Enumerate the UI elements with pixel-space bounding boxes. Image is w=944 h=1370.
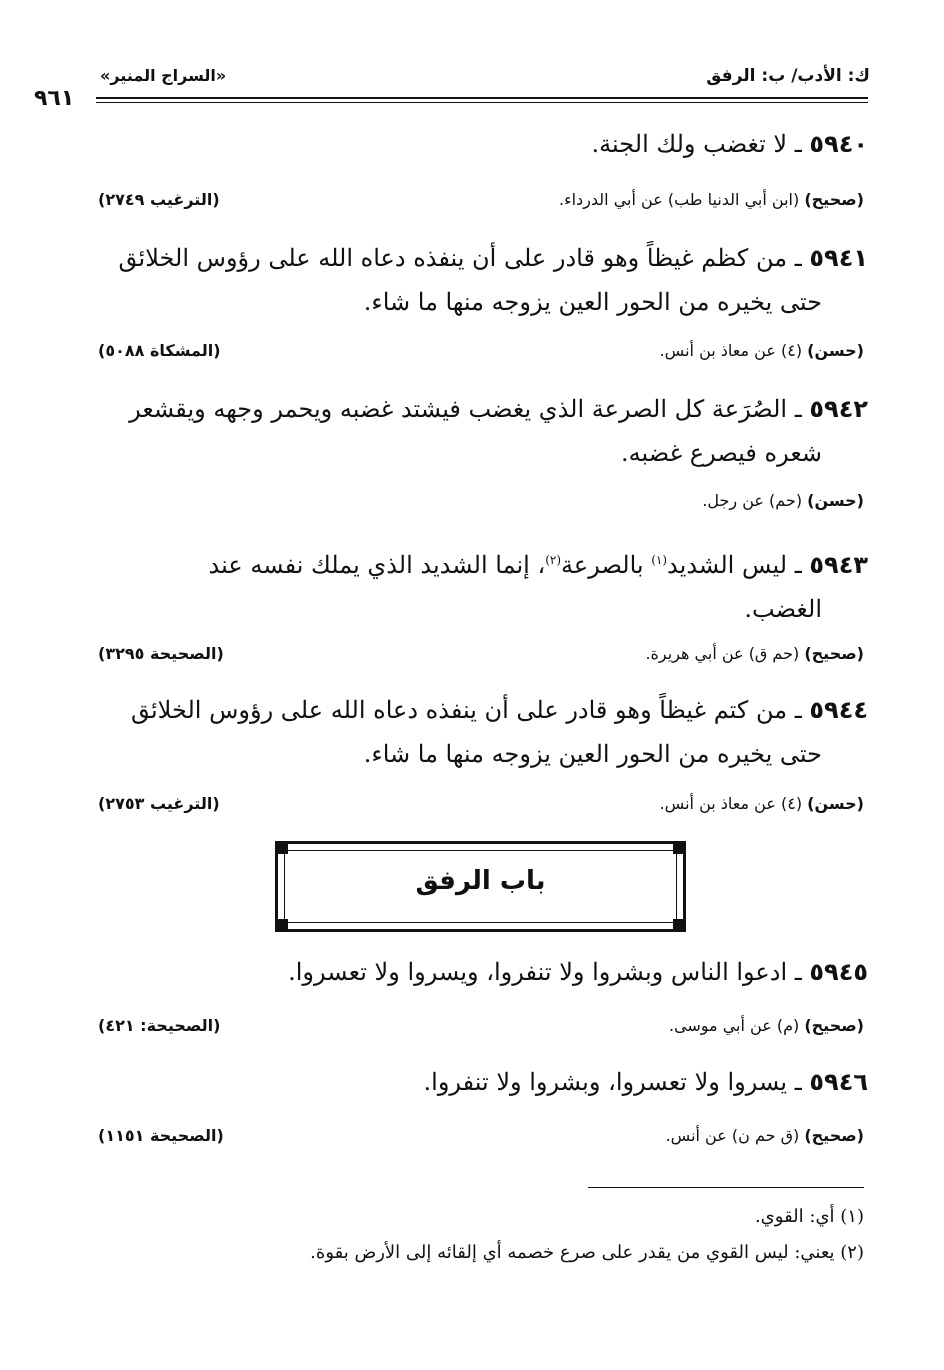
grade-sources: (حم) عن رجل. — [702, 491, 803, 510]
grade-line — [660, 341, 864, 360]
reference: (الترغيب ٢٧٤٩) — [98, 190, 220, 209]
hadith-number: ٥٩٤٣ — [809, 551, 868, 579]
hadith-text: ـ لا تغضب ولك الجنة. — [591, 130, 802, 158]
reference: (الصحيحة: ٤٢١) — [98, 1016, 221, 1035]
grade-sources: (ابن أبي الدنيا طب) عن أبي الدرداء. — [559, 190, 800, 209]
chapter-heading-frame — [275, 841, 686, 932]
hadith-text-continued: حتى يخيره من الحور العين يزوجه منها ما شاء. — [363, 288, 822, 316]
hadith-text: ـ الصُرَعة كل الصرعة الذي يغضب فيشتد غضبه ويحمر وجهه ويقشعر — [129, 395, 802, 423]
footnote-marker[interactable]: (١) — [651, 553, 668, 567]
running-header-chapter: ك: الأدب/ ب: الرفق — [706, 66, 870, 86]
grade-sources: (٤) عن معاذ بن أنس. — [659, 341, 803, 360]
hadith-text: بالصرعة — [561, 551, 652, 579]
hadith-number: ٥٩٤٢ — [809, 395, 868, 423]
grade-line — [645, 644, 864, 663]
chapter-heading: باب الرفق — [415, 866, 546, 896]
grade-label: (حسن) — [807, 491, 864, 510]
footnote-text: أي: القوي. — [754, 1206, 835, 1227]
hadith-entry — [100, 236, 868, 324]
grade-label: (حسن) — [807, 341, 864, 360]
grade-label: (صحيح) — [804, 190, 864, 209]
hadith-entry — [100, 688, 868, 776]
footnote — [755, 1206, 864, 1227]
grade-line — [559, 190, 864, 209]
hadith-text-continued: الغضب. — [744, 595, 822, 623]
hadith-text: ـ ادعوا الناس وبشروا ولا تنفروا، ويسروا ولا تعسروا. — [288, 958, 802, 986]
frame-corner-ornament — [278, 919, 288, 929]
hadith-text-continued: شعره فيصرع غضبه. — [621, 439, 822, 467]
footnote-number: (١) — [840, 1206, 864, 1227]
hadith-entry — [100, 1060, 868, 1104]
grade-sources: (٤) عن معاذ بن أنس. — [659, 794, 803, 813]
hadith-entry — [100, 122, 868, 166]
grade-line — [702, 491, 864, 510]
frame-corner-ornament — [673, 844, 683, 854]
footnote-marker[interactable]: (٢) — [545, 553, 562, 567]
hadith-entry — [100, 538, 868, 631]
reference: (الصحيحة ١١٥١) — [98, 1126, 224, 1145]
footnote-number: (٢) — [840, 1242, 864, 1263]
hadith-number: ٥٩٤٦ — [809, 1068, 868, 1096]
hadith-entry — [100, 387, 868, 475]
grade-line — [669, 1016, 864, 1035]
hadith-text: ـ يسروا ولا تعسروا، وبشروا ولا تنفروا. — [423, 1068, 802, 1096]
header-rule — [96, 97, 868, 99]
hadith-number: ٥٩٤٠ — [809, 130, 868, 158]
hadith-entry — [100, 950, 868, 994]
grade-label: (صحيح) — [804, 644, 864, 663]
grade-label: (حسن) — [807, 794, 864, 813]
frame-corner-ornament — [278, 844, 288, 854]
reference: (المشكاة ٥٠٨٨) — [98, 341, 221, 360]
reference: (الصحيحة ٣٢٩٥) — [98, 644, 224, 663]
hadith-text: ـ من كتم غيظاً وهو قادر على أن ينفذه دعاه الله على رؤوس الخلائق — [130, 696, 802, 724]
page-number: ٩٦١ — [34, 86, 75, 111]
grade-label: (صحيح) — [804, 1016, 864, 1035]
grade-sources: (ق حم ن) عن أنس. — [665, 1126, 800, 1145]
footnote-rule — [588, 1187, 864, 1188]
grade-label: (صحيح) — [804, 1126, 864, 1145]
grade-line — [666, 1126, 864, 1145]
footnote-text: يعني: ليس القوي من يقدر على صرع خصمه أي إلقائه إلى الأرض بقوة. — [310, 1242, 835, 1263]
frame-corner-ornament — [673, 919, 683, 929]
hadith-number: ٥٩٤٥ — [809, 958, 868, 986]
grade-sources: (حم ق) عن أبي هريرة. — [645, 644, 800, 663]
hadith-text: ـ من كظم غيظاً وهو قادر على أن ينفذه دعاه الله على رؤوس الخلائق — [118, 244, 802, 272]
hadith-text: ـ ليس الشديد — [667, 551, 802, 579]
hadith-number: ٥٩٤٤ — [809, 696, 868, 724]
hadith-number: ٥٩٤١ — [809, 244, 868, 272]
grade-line — [660, 794, 864, 813]
header-rule-thin — [96, 102, 868, 103]
footnote — [310, 1242, 864, 1263]
running-header-book-title: «السراج المنير» — [100, 66, 227, 85]
reference: (الترغيب ٢٧٥٣) — [98, 794, 220, 813]
hadith-text: ، إنما الشديد الذي يملك نفسه عند — [208, 551, 546, 579]
hadith-text-continued: حتى يخيره من الحور العين يزوجه منها ما شاء. — [363, 740, 822, 768]
grade-sources: (م) عن أبي موسى. — [668, 1016, 800, 1035]
